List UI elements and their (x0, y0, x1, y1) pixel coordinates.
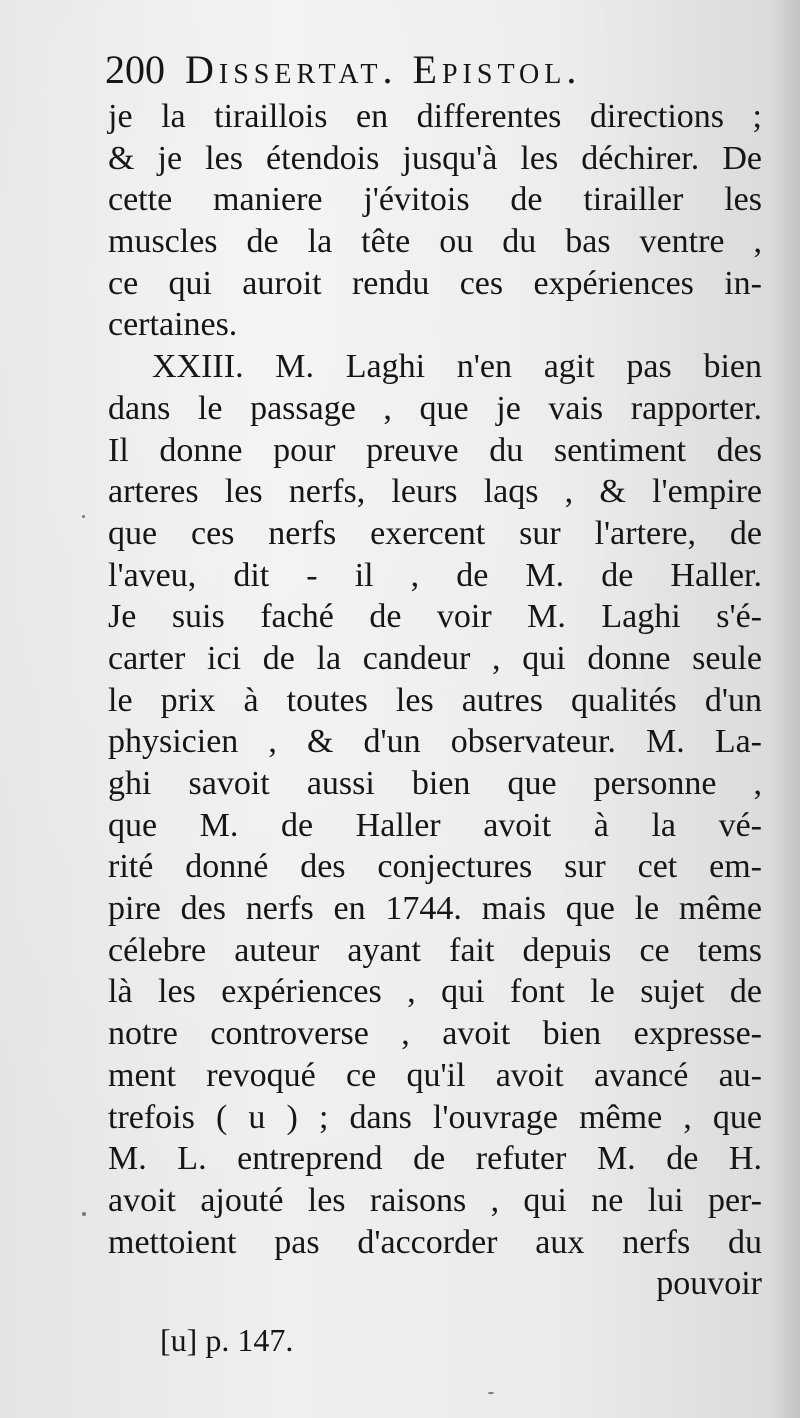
text-line: avoit ajouté les raisons , qui ne lui per- (108, 1181, 762, 1219)
text-line: Il donne pour preuve du sentiment des (108, 431, 762, 469)
text-line: M. L. entreprend de refuter M. de H. (108, 1140, 762, 1178)
text-line: pire des nerfs en 1744. mais que le même (108, 890, 762, 928)
running-head: Dissertat. Epistol. (185, 47, 582, 92)
paper-speck (82, 515, 85, 518)
text-line: dans le passage , que je vais rapporter. (108, 389, 762, 427)
text-line: ment revoqué ce qu'il avoit avancé au- (108, 1056, 762, 1094)
text-line: ghi savoit aussi bien que personne , (108, 765, 762, 802)
text-line: mettoient pas d'accorder aux nerfs du (108, 1223, 762, 1261)
text-line: certaines. (108, 306, 238, 344)
text-line: là les expériences , qui font le sujet de (108, 973, 762, 1011)
page-header (105, 40, 705, 100)
text-line: je la tiraillois en differentes directions ; (108, 98, 762, 135)
text-line: muscles de la tête ou du bas ventre , (108, 223, 762, 261)
text-line: que ces nerfs exercent sur l'artere, de (108, 514, 762, 552)
text-line: notre controverse , avoit bien expresse- (108, 1015, 762, 1053)
text-line: le prix à toutes les autres qualités d'un (108, 681, 762, 719)
catchword: pouvoir (656, 1265, 762, 1303)
text-line: rité donné des conjectures sur cet em- (108, 848, 762, 886)
text-line: ce qui auroit rendu ces expériences in- (108, 264, 762, 302)
text-line: cette maniere j'évitois de tirailler les (108, 181, 762, 219)
page-number: 200 (105, 47, 165, 92)
text-line: arteres les nerfs, leurs laqs , & l'empire (108, 473, 762, 511)
text-line: l'aveu, dit - il , de M. de Haller. (108, 556, 762, 594)
paragraph-start-line: XXIII. M. Laghi n'en agit pas bien (152, 348, 762, 386)
body-text (108, 96, 762, 1305)
text-line: physicien , & d'un observateur. M. La- (108, 723, 762, 761)
text-line: carter ici de la candeur , qui donne seule (108, 639, 762, 677)
paper-speck (82, 1212, 86, 1216)
footnote: [u] p. 147. (160, 1322, 294, 1358)
text-line: Je suis faché de voir M. Laghi s'é- (108, 598, 762, 636)
text-line: & je les étendois jusqu'à les déchirer. De (108, 139, 762, 177)
text-line: trefois ( u ) ; dans l'ouvrage même , que (108, 1098, 762, 1136)
text-line: que M. de Haller avoit à la vé- (108, 806, 762, 844)
paper-speck (488, 1392, 494, 1394)
text-line: célebre auteur ayant fait depuis ce tems (108, 931, 762, 969)
page-edge-shadow (770, 0, 800, 1418)
